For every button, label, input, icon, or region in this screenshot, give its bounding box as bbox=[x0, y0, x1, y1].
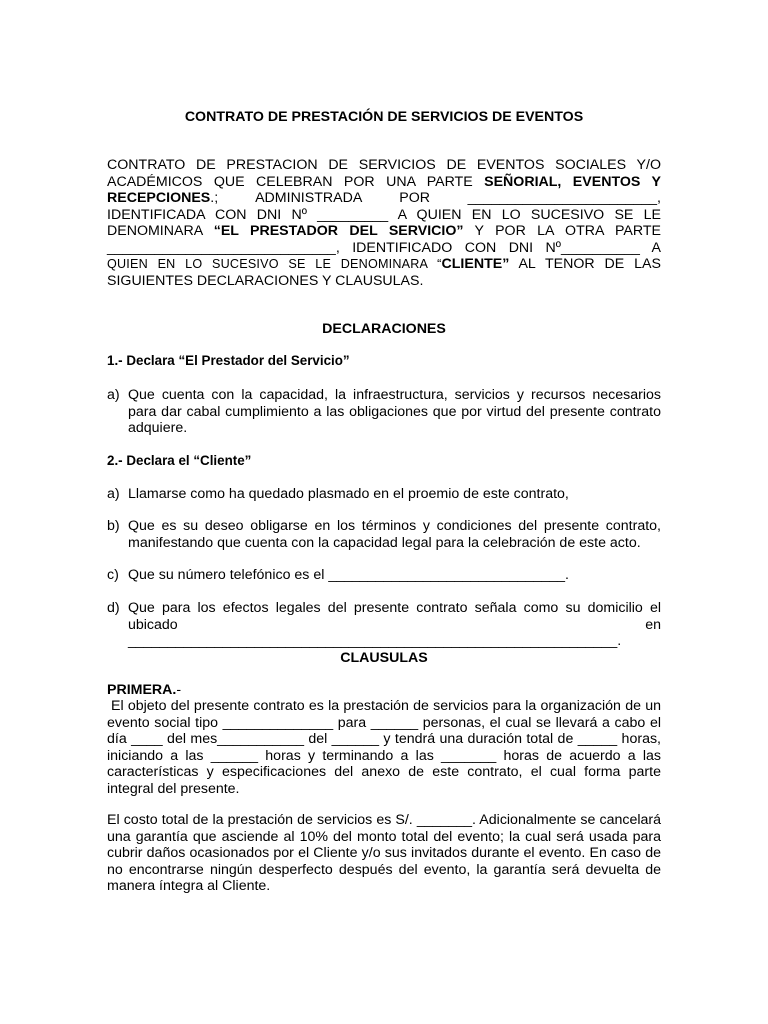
list-item bbox=[107, 387, 661, 437]
client-term: CLIENTE” bbox=[441, 256, 510, 272]
list-item bbox=[107, 600, 661, 650]
provider-term: “EL PRESTADOR DEL SERVICIO” bbox=[213, 223, 464, 239]
clause-primera-cost-paragraph: El costo total de la prestación de servicios es S/. _______. Adicionalmente se cancelará una garantía que asciende al 10% del monto total del evento; la cual será usada para cubrir daños ocasionados por el Cliente y/o sus invitados durante el evento. En caso de no encontrarse ningún desperfecto después del evento, la garantía será devuelta de manera íntegra al Cliente. bbox=[107, 812, 661, 894]
intro-line: _____________________________, IDENTIFICADO CON DNI Nº__________ A bbox=[107, 239, 661, 256]
list-item-text: Llamarse como ha quedado plasmado en el proemio de este contrato, bbox=[128, 486, 569, 502]
intro-line: IDENTIFICADA CON DNI Nº _________ A QUIEN EN LO SUCESIVO SE LE bbox=[107, 206, 661, 223]
list-item-label: b) bbox=[107, 518, 120, 534]
intro-line: RECEPCIONES.; ADMINISTRADA POR ________________________, bbox=[107, 190, 661, 206]
clause-label: PRIMERA. bbox=[107, 682, 177, 698]
list-item-text: Que es su deseo obligarse en los términos y condiciones del presente contrato, manifestando que cuenta con la capacidad legal para la celebración de este acto. bbox=[128, 518, 661, 551]
declaraciones-heading: DECLARACIONES bbox=[322, 321, 446, 337]
list-item bbox=[107, 518, 661, 551]
list-item-label: c) bbox=[107, 567, 119, 583]
company-name-end: RECEPCIONES bbox=[107, 190, 211, 206]
intro-line: QUIEN EN LO SUCESIVO SE LE DENOMINARA “CLIENTE” AL TENOR DE LAS bbox=[107, 256, 661, 272]
intro-line: SIGUIENTES DECLARACIONES Y CLAUSULAS. bbox=[107, 272, 424, 289]
list-item bbox=[107, 567, 661, 584]
document-title: CONTRATO DE PRESTACIÓN DE SERVICIOS DE EVENTOS bbox=[184, 109, 584, 125]
intro-line: CONTRATO DE PRESTACION DE SERVICIOS DE EVENTOS SOCIALES Y/O bbox=[107, 157, 661, 173]
clause-primera-heading: PRIMERA.- bbox=[107, 682, 182, 698]
intro-line: ACADÉMICOS QUE CELEBRAN POR UNA PARTE SEÑORIAL, EVENTOS Y bbox=[107, 173, 661, 190]
list-item-label: a) bbox=[107, 486, 120, 502]
intro-line: DENOMINARA “EL PRESTADOR DEL SERVICIO” Y POR LA OTRA PARTE bbox=[107, 223, 661, 239]
list-item-label: a) bbox=[107, 387, 120, 403]
list-item-label: d) bbox=[107, 600, 120, 616]
section-2-heading: 2.- Declara el “Cliente” bbox=[107, 453, 252, 468]
company-name: SEÑORIAL, EVENTOS Y bbox=[484, 173, 661, 190]
intro-paragraph bbox=[107, 157, 661, 289]
list-item-text: Que su número telefónico es el ______________________________. bbox=[128, 567, 569, 583]
section-1-heading: 1.- Declara “El Prestador del Servicio” bbox=[107, 353, 350, 368]
clause-primera-paragraph: El objeto del presente contrato es la prestación de servicios para la organización de un evento social tipo ______________ para ______ personas, el cual se llevará a cabo el día ____ del mes___________ del ______ y tendrá una duración total de _____ horas, iniciando a las ______ horas y terminando a las _______ horas de acuerdo a las características y especificaciones del anexo de este contrato, el cual forma parte integral del presente. bbox=[107, 698, 661, 797]
list-item-text: Que cuenta con la capacidad, la infraestructura, servicios y recursos necesarios para dar cabal cumplimiento a las obligaciones que por virtud del presente contrato adquiere. bbox=[128, 387, 661, 436]
list-item-text: Que para los efectos legales del presente contrato señala como su domicilio el ubicado en ______________________________________________________________. bbox=[128, 600, 661, 649]
clausulas-heading: CLAUSULAS bbox=[340, 650, 428, 666]
list-item bbox=[107, 486, 661, 503]
